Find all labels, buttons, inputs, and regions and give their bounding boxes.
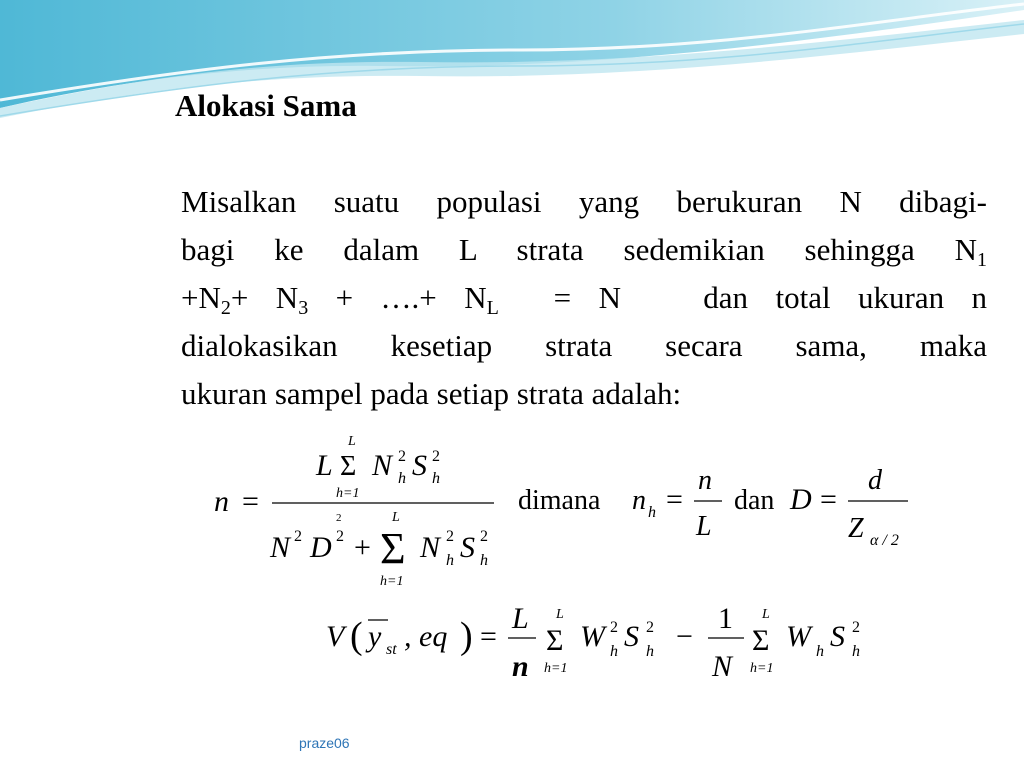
eq-word-dan: dan <box>734 485 775 516</box>
body-paragraph <box>181 178 987 418</box>
svg-text:2: 2 <box>480 528 488 545</box>
svg-text:h: h <box>480 552 488 569</box>
svg-text:=: = <box>242 485 259 518</box>
eq-lhs-n: n <box>214 485 229 518</box>
svg-text:2: 2 <box>398 448 406 465</box>
svg-text:L: L <box>512 602 529 635</box>
svg-text:S: S <box>830 620 845 653</box>
svg-text:n: n <box>512 650 529 683</box>
svg-text:h=1: h=1 <box>544 661 568 676</box>
header-wave-decoration <box>0 0 1024 130</box>
svg-text:h: h <box>446 552 454 569</box>
svg-text:Σ: Σ <box>546 624 564 657</box>
svg-text:=: = <box>480 620 497 653</box>
svg-text:2: 2 <box>646 619 654 636</box>
svg-text:D: D <box>790 483 812 516</box>
svg-text:2: 2 <box>852 619 860 636</box>
svg-text:Z: Z <box>848 513 864 544</box>
paragraph-line: dialokasikan kesetiap strata secara sama, maka <box>181 328 987 363</box>
svg-text:h: h <box>398 470 406 487</box>
svg-text:V: V <box>326 620 345 653</box>
paragraph-line: $+N_2+ N_3$ + ….+ $N_L = N$ dan total ukuran n <box>181 280 988 319</box>
svg-text:): ) <box>460 615 473 657</box>
svg-text:2: 2 <box>336 512 342 524</box>
svg-text:L: L <box>316 449 333 482</box>
svg-text:Σ: Σ <box>380 524 406 573</box>
svg-text:n: n <box>698 465 712 496</box>
svg-text:α / 2: α / 2 <box>870 532 899 549</box>
svg-text:h: h <box>432 470 440 487</box>
svg-text:h=1: h=1 <box>336 486 360 501</box>
svg-text:N: N <box>372 449 393 482</box>
svg-text:(: ( <box>350 615 363 657</box>
svg-text:h: h <box>852 643 860 660</box>
svg-text:h: h <box>646 643 654 660</box>
svg-text:2: 2 <box>336 528 344 545</box>
svg-text:2: 2 <box>432 448 440 465</box>
svg-text:S: S <box>460 531 475 564</box>
equation-variance <box>320 598 880 688</box>
svg-text:N: N <box>270 531 291 564</box>
svg-text:n: n <box>632 485 646 516</box>
svg-text:Σ: Σ <box>752 624 770 657</box>
svg-text:Σ: Σ <box>340 451 357 482</box>
svg-text:L: L <box>556 607 564 622</box>
svg-text:y: y <box>368 620 382 653</box>
equation-sample-size <box>200 425 920 595</box>
svg-text:D: D <box>310 531 332 564</box>
paragraph-line: bagi ke dalam L strata sedemikian sehingga $N_1$ <box>181 232 987 271</box>
svg-text:, eq: , eq <box>404 620 448 653</box>
svg-text:L: L <box>348 434 356 449</box>
svg-text:h=1: h=1 <box>750 661 774 676</box>
svg-text:W: W <box>786 620 811 653</box>
svg-text:L: L <box>762 607 770 622</box>
svg-text:=: = <box>820 483 837 516</box>
svg-text:N: N <box>420 531 441 564</box>
svg-text:N: N <box>712 650 733 683</box>
svg-text:W: W <box>580 620 605 653</box>
slide-title: Alokasi Sama <box>175 88 357 123</box>
svg-text:S: S <box>412 449 427 482</box>
svg-text:d: d <box>868 465 882 496</box>
svg-text:h: h <box>648 504 656 521</box>
svg-text:h: h <box>816 643 824 660</box>
svg-text:−: − <box>676 620 693 653</box>
svg-text:1: 1 <box>718 602 733 635</box>
svg-text:S: S <box>624 620 639 653</box>
footer-author: praze06 <box>299 735 350 751</box>
svg-text:h: h <box>610 643 618 660</box>
svg-text:L: L <box>392 510 400 525</box>
svg-text:2: 2 <box>610 619 618 636</box>
paragraph-line: ukuran sampel pada setiap strata adalah: <box>181 376 682 411</box>
svg-text:2: 2 <box>294 528 302 545</box>
paragraph-line: Misalkan suatu populasi yang berukuran N dibagi- <box>181 184 987 219</box>
svg-text:=: = <box>666 483 683 516</box>
svg-text:h=1: h=1 <box>380 574 404 589</box>
eq-word-dimana: dimana <box>518 485 601 516</box>
svg-text:L: L <box>696 511 712 542</box>
svg-text:st: st <box>386 641 397 658</box>
svg-text:+: + <box>354 531 371 564</box>
svg-text:2: 2 <box>446 528 454 545</box>
